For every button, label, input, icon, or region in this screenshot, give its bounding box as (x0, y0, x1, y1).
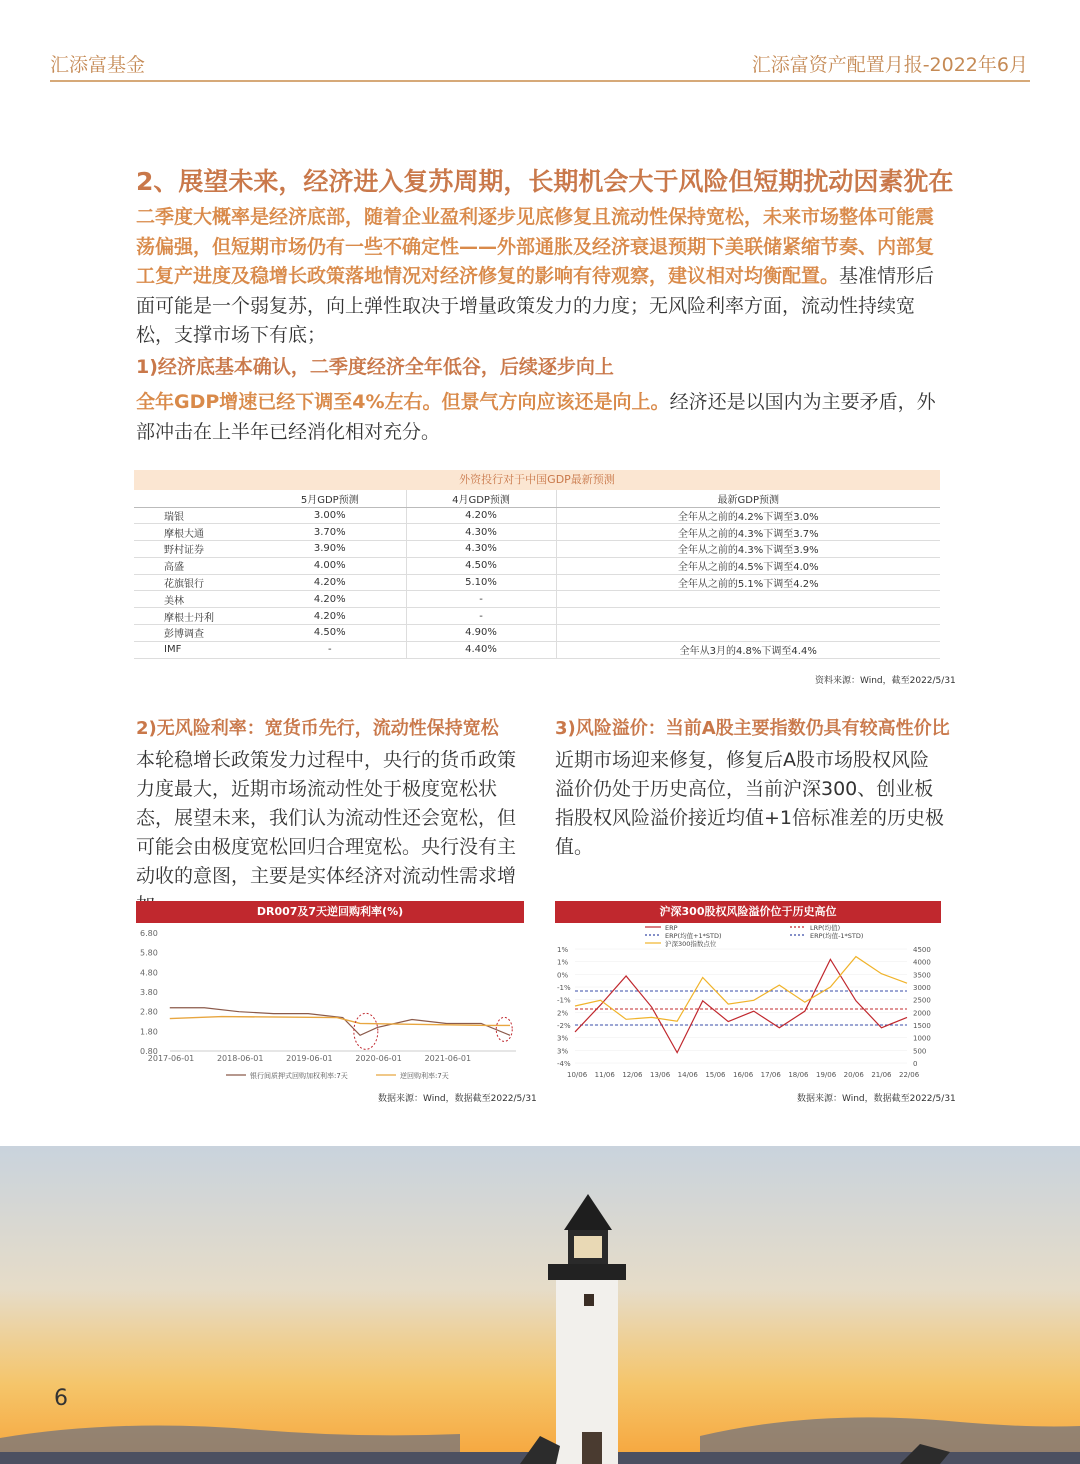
header-left: 汇添富基金 (50, 54, 146, 76)
latest-forecast-cell: 全年从之前的4.5%下调至4.0% (556, 557, 940, 574)
intro-rest: 基准情形后面可能是一个弱复苏，向上弹性取决于增量政策发力的力度；无风险利率方面，流动性持续宽松，支撑市场下有底； (136, 265, 935, 346)
sub1-rest: 经济还是以国内为主要矛盾，外部冲击在上半年已经消化相对充分。 (136, 391, 936, 443)
may-forecast-cell: 4.00% (254, 557, 406, 574)
legend-label: 逆回购利率:7天 (400, 1072, 449, 1080)
y-right-tick-label: 4500 (913, 946, 931, 954)
x-tick-label: 17/06 (760, 1071, 781, 1079)
table-row (134, 507, 940, 524)
chart1-source: 数据来源：Wind，数据截至2022/5/31 (378, 1094, 537, 1104)
x-tick-label: 18/06 (788, 1071, 809, 1079)
table-row (134, 557, 940, 574)
x-tick-label: 10/06 (567, 1071, 588, 1079)
y-left-tick-label: -1% (557, 984, 571, 992)
intro-highlight: 二季度大概率是经济底部，随着企业盈利逐步见底修复且流动性保持宽松，未来市场整体可能震荡偏强，但短期市场仍有一些不确定性——外部通胀及经济衰退预期下美联储紧缩节奏、内部复工复产进度及稳增长政策落地情况对经济修复的影响有待观察，建议相对均衡配置。 (136, 206, 935, 287)
latest-forecast-cell (556, 608, 940, 625)
legend-label: ERP(均值-1*STD) (810, 932, 864, 940)
y-tick-label: 2.80 (140, 1007, 158, 1017)
y-left-tick-label: 3% (557, 1047, 569, 1056)
x-tick-label: 19/06 (816, 1071, 837, 1079)
y-left-tick-label: -1% (557, 996, 571, 1005)
highlight-circle (496, 1017, 512, 1041)
section-intro (136, 203, 948, 351)
latest-forecast-cell: 全年从之前的4.2%下调至3.0% (556, 507, 940, 524)
x-tick-label: 2017-06-01 (147, 1054, 195, 1063)
section-title: 2、展望未来，经济进入复苏周期，长期机会大于风险但短期扰动因素犹在 (136, 167, 954, 196)
header-divider (50, 80, 1030, 82)
april-forecast-cell: 4.40% (406, 641, 556, 658)
table-row (134, 524, 940, 541)
header-cell: 最新GDP预测 (556, 490, 940, 507)
x-tick-label: 21/06 (871, 1071, 892, 1079)
institution-cell: 高盛 (134, 557, 254, 574)
page-number: 6 (54, 1386, 68, 1411)
x-tick-label: 2018-06-01 (216, 1054, 264, 1063)
x-tick-label: 22/06 (899, 1071, 920, 1079)
y-right-tick-label: 500 (913, 1047, 927, 1056)
sub1-title: 1)经济底基本确认，二季度经济全年低谷，后续逐步向上 (136, 356, 614, 378)
legend-label: LRP(均值) (810, 924, 841, 932)
institution-cell: 花旗银行 (134, 574, 254, 591)
latest-forecast-cell (556, 625, 940, 642)
table-row (134, 541, 940, 558)
header-cell: 5月GDP预测 (254, 490, 406, 507)
x-tick-label: 11/06 (594, 1071, 615, 1079)
sub2-title: 2)无风险利率：宽货币先行，流动性保持宽松 (136, 718, 499, 739)
y-left-tick-label: 1% (557, 958, 569, 967)
series-line (575, 957, 907, 1022)
x-tick-label: 15/06 (705, 1071, 726, 1079)
y-left-tick-label: -2% (557, 1022, 571, 1030)
series-line (170, 1017, 510, 1026)
series-line (575, 959, 907, 1052)
lighthouse-photo (0, 1146, 1080, 1464)
x-tick-label: 13/06 (650, 1071, 671, 1079)
april-forecast-cell: 4.30% (406, 524, 556, 541)
institution-cell: IMF (134, 641, 254, 658)
table-source: 资料来源：Wind，截至2022/5/31 (815, 676, 956, 686)
y-right-tick-label: 2500 (913, 996, 931, 1005)
institution-cell: 瑞银 (134, 507, 254, 524)
dr007-chart (136, 901, 524, 1081)
institution-cell: 摩根士丹利 (134, 608, 254, 625)
y-right-tick-label: 3500 (913, 971, 931, 980)
table-header-row (134, 490, 940, 507)
x-tick-label: 16/06 (733, 1071, 754, 1079)
legend-label: 沪深300指数点位 (665, 940, 717, 948)
may-forecast-cell: 4.20% (254, 591, 406, 608)
latest-forecast-cell: 全年从之前的5.1%下调至4.2% (556, 574, 940, 591)
y-right-tick-label: 1000 (913, 1034, 931, 1043)
latest-forecast-cell: 全年从之前的4.3%下调至3.7% (556, 524, 940, 541)
latest-forecast-cell: 全年从之前的4.3%下调至3.9% (556, 541, 940, 558)
may-forecast-cell: 4.20% (254, 608, 406, 625)
table-row (134, 625, 940, 642)
legend-label: ERP (665, 924, 678, 932)
april-forecast-cell: 4.20% (406, 507, 556, 524)
y-right-tick-label: 3000 (913, 984, 931, 992)
header-right: 汇添富资产配置月报-2022年6月 (751, 54, 1028, 76)
y-left-tick-label: -4% (557, 1060, 571, 1068)
y-left-tick-label: 2% (557, 1009, 569, 1018)
y-right-tick-label: 0 (913, 1060, 918, 1068)
institution-cell: 美林 (134, 591, 254, 608)
institution-cell: 野村证券 (134, 541, 254, 558)
sub3-title: 3)风险溢价：当前A股主要指数仍具有较高性价比 (555, 718, 950, 739)
legend-label: 银行间质押式回购加权利率:7天 (250, 1072, 348, 1080)
april-forecast-cell: - (406, 591, 556, 608)
may-forecast-cell: 4.20% (254, 574, 406, 591)
may-forecast-cell: 3.00% (254, 507, 406, 524)
table-row (134, 574, 940, 591)
gdp-forecast-table (134, 470, 940, 659)
x-tick-label: 20/06 (843, 1071, 864, 1079)
y-right-tick-label: 4000 (913, 958, 931, 967)
table-row (134, 641, 940, 658)
y-right-tick-label: 1500 (913, 1022, 931, 1030)
x-tick-label: 2021-06-01 (424, 1054, 472, 1063)
x-tick-label: 2019-06-01 (286, 1054, 333, 1063)
y-tick-label: 3.80 (140, 988, 158, 997)
institution-cell: 摩根大通 (134, 524, 254, 541)
chart-title: 沪深300股权风险溢价位于历史高位 (555, 901, 941, 923)
latest-forecast-cell (556, 591, 940, 608)
april-forecast-cell: 5.10% (406, 574, 556, 591)
chart2-source: 数据来源：Wind，数据截至2022/5/31 (797, 1094, 956, 1104)
table-row (134, 591, 940, 608)
y-tick-label: 0.80 (140, 1047, 158, 1056)
erp-chart (555, 901, 941, 1081)
y-tick-label: 1.80 (140, 1027, 158, 1037)
may-forecast-cell: - (254, 641, 406, 658)
header-cell (134, 490, 254, 507)
table-title: 外资投行对于中国GDP最新预测 (134, 470, 940, 490)
y-tick-label: 6.80 (140, 929, 158, 938)
series-line (170, 1008, 510, 1036)
y-right-tick-label: 2000 (913, 1009, 931, 1018)
april-forecast-cell: - (406, 608, 556, 625)
erp-chart-plot (555, 923, 941, 1081)
may-forecast-cell: 4.50% (254, 625, 406, 642)
legend-label: ERP(均值+1*STD) (665, 932, 722, 940)
highlight-circle (354, 1013, 378, 1049)
x-tick-label: 14/06 (677, 1071, 698, 1079)
institution-cell: 彭博调查 (134, 625, 254, 642)
sub3-body: 近期市场迎来修复，修复后A股市场股权风险溢价仍处于历史高位，当前沪深300、创业板指股权风险溢价接近均值+1倍标准差的历史极值。 (555, 749, 945, 858)
chart-title: DR007及7天逆回购利率(%) (136, 901, 524, 923)
april-forecast-cell: 4.30% (406, 541, 556, 558)
y-left-tick-label: 3% (557, 1034, 569, 1043)
x-tick-label: 2020-06-01 (355, 1054, 402, 1063)
latest-forecast-cell: 全年从3月的4.8%下调至4.4% (556, 641, 940, 658)
may-forecast-cell: 3.90% (254, 541, 406, 558)
table-row (134, 608, 940, 625)
april-forecast-cell: 4.50% (406, 557, 556, 574)
may-forecast-cell: 3.70% (254, 524, 406, 541)
dr007-chart-plot (136, 923, 524, 1081)
sub1-body (136, 388, 948, 447)
y-tick-label: 4.80 (140, 968, 158, 978)
y-tick-label: 5.80 (140, 948, 158, 958)
y-left-tick-label: 0% (557, 971, 569, 980)
april-forecast-cell: 4.90% (406, 625, 556, 642)
x-tick-label: 12/06 (622, 1071, 643, 1079)
header-cell: 4月GDP预测 (406, 490, 556, 507)
sub1-highlight: 全年GDP增速已经下调至4%左右。但景气方向应该还是向上。 (136, 391, 670, 413)
y-left-tick-label: 1% (557, 946, 569, 954)
sub2-body: 本轮稳增长政策发力过程中，央行的货币政策力度最大，近期市场流动性处于极度宽松状态，展望未来，我们认为流动性还会宽松，但可能会由极度宽松回归合理宽松。央行没有主动收的意图，主要是实体经济对流动性需求增 (136, 749, 517, 887)
